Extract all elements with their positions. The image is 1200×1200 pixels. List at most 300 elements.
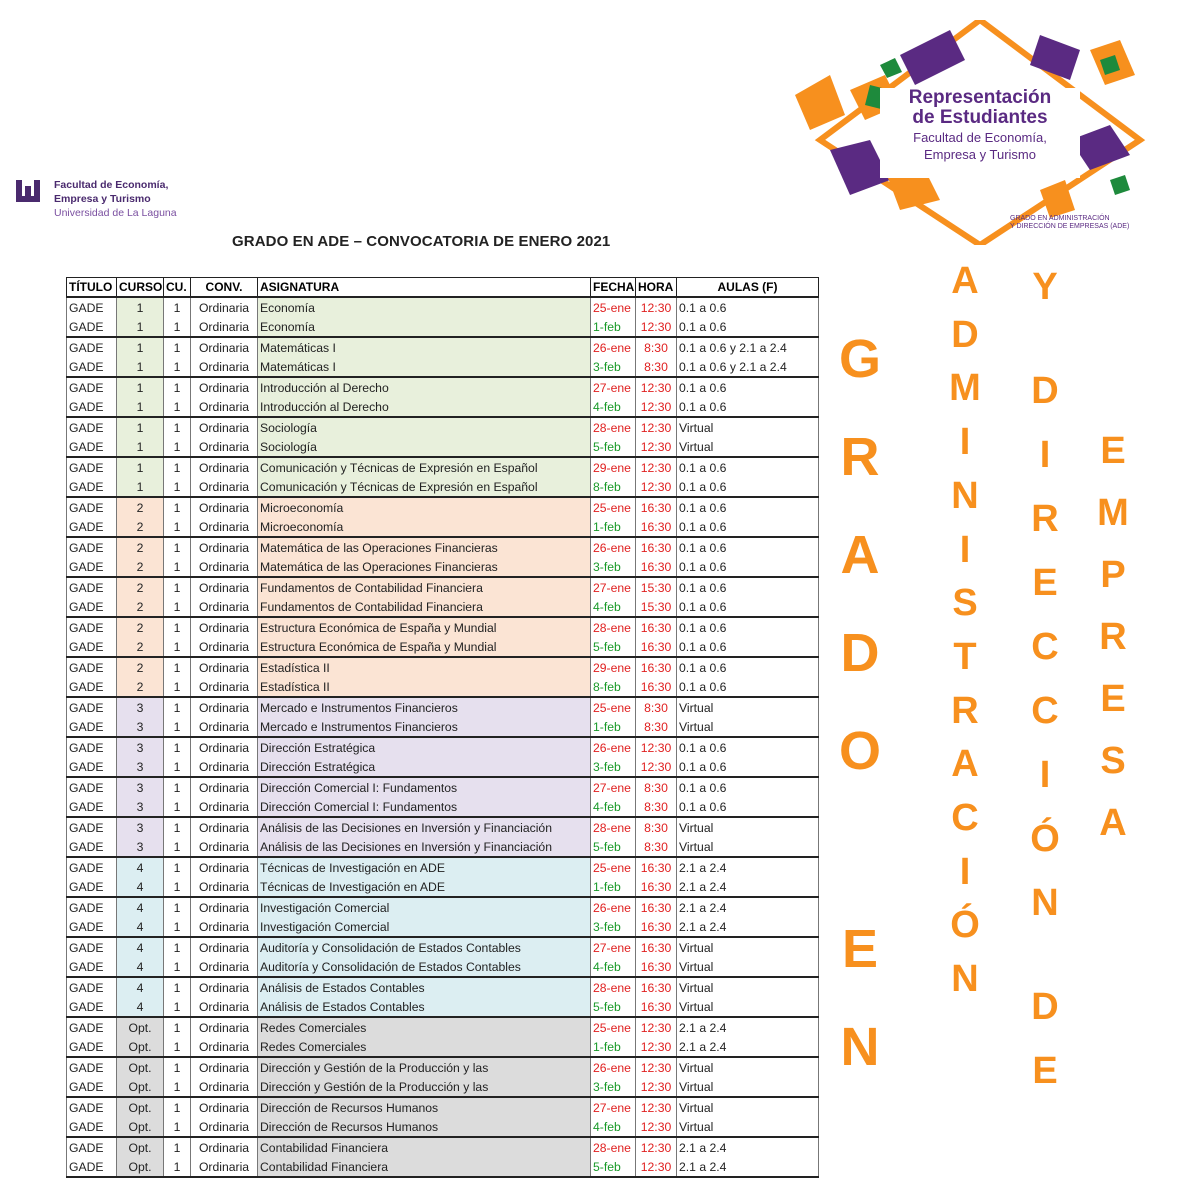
cell-cu: 1 [164, 637, 191, 657]
cell-hora: 12:30 [636, 1097, 677, 1117]
header-aulas: AULAS (F) [677, 278, 819, 298]
cell-cu: 1 [164, 677, 191, 697]
cell-curso: 4 [117, 957, 164, 977]
table-row [67, 777, 819, 797]
cell-conv: Ordinaria [191, 1137, 258, 1157]
cell-titulo: GADE [67, 877, 117, 897]
big-letter: G [838, 329, 881, 389]
big-letter: S [1100, 740, 1126, 782]
cell-curso: 1 [117, 297, 164, 317]
table-row [67, 997, 819, 1017]
cell-fecha: 1-feb [591, 717, 636, 737]
cell-hora: 12:30 [636, 1057, 677, 1077]
cell-fecha: 3-feb [591, 357, 636, 377]
cell-curso: 2 [117, 497, 164, 517]
cell-aulas: 0.1 a 0.6 [677, 657, 819, 677]
cell-fecha: 25-ene [591, 497, 636, 517]
cell-asignatura: Matemática de las Operaciones Financieras [258, 557, 591, 577]
cell-aulas: Virtual [677, 1077, 819, 1097]
cell-hora: 16:30 [636, 977, 677, 997]
cell-hora: 16:30 [636, 657, 677, 677]
table-row [67, 1097, 819, 1117]
cell-titulo: GADE [67, 557, 117, 577]
cell-fecha: 27-ene [591, 377, 636, 397]
big-letter: S [952, 582, 978, 625]
cell-asignatura: Introducción al Derecho [258, 377, 591, 397]
cell-conv: Ordinaria [191, 1057, 258, 1077]
cell-conv: Ordinaria [191, 597, 258, 617]
cell-conv: Ordinaria [191, 977, 258, 997]
big-letter: A [840, 525, 880, 585]
cell-cu: 1 [164, 297, 191, 317]
cell-cu: 1 [164, 317, 191, 337]
cell-cu: 1 [164, 337, 191, 357]
big-letter: Ó [950, 904, 980, 947]
cell-curso: 1 [117, 357, 164, 377]
cell-cu: 1 [164, 977, 191, 997]
cell-fecha: 26-ene [591, 337, 636, 357]
cell-cu: 1 [164, 1037, 191, 1057]
cell-conv: Ordinaria [191, 557, 258, 577]
cell-titulo: GADE [67, 797, 117, 817]
table-row [67, 497, 819, 517]
cell-fecha: 26-ene [591, 1057, 636, 1077]
table-row [67, 397, 819, 417]
cell-titulo: GADE [67, 1017, 117, 1037]
cell-aulas: 0.1 a 0.6 [677, 617, 819, 637]
cell-asignatura: Análisis de Estados Contables [258, 997, 591, 1017]
cell-asignatura: Fundamentos de Contabilidad Financiera [258, 597, 591, 617]
cell-asignatura: Dirección Estratégica [258, 737, 591, 757]
cell-asignatura: Dirección y Gestión de la Producción y las [258, 1077, 591, 1097]
cell-conv: Ordinaria [191, 877, 258, 897]
cell-asignatura: Matemáticas I [258, 357, 591, 377]
table-row [67, 1157, 819, 1177]
cell-hora: 12:30 [636, 297, 677, 317]
cell-curso: Opt. [117, 1157, 164, 1177]
table-row [67, 1137, 819, 1157]
big-letter: E [1100, 678, 1126, 720]
table-row [67, 317, 819, 337]
cell-asignatura: Redes Comerciales [258, 1037, 591, 1057]
cell-asignatura: Dirección y Gestión de la Producción y las [258, 1057, 591, 1077]
faculty-logo [14, 176, 214, 224]
cell-hora: 12:30 [636, 397, 677, 417]
cell-aulas: 0.1 a 0.6 [677, 597, 819, 617]
big-letter: E [1032, 1050, 1058, 1092]
faculty-logo-line1: Facultad de Economía, [54, 179, 169, 191]
exam-schedule-table [66, 277, 819, 1178]
cell-fecha: 27-ene [591, 777, 636, 797]
table-row [67, 377, 819, 397]
cell-cu: 1 [164, 617, 191, 637]
cell-fecha: 25-ene [591, 697, 636, 717]
cell-asignatura: Dirección de Recursos Humanos [258, 1117, 591, 1137]
cell-conv: Ordinaria [191, 397, 258, 417]
table-row [67, 297, 819, 317]
cell-aulas: 0.1 a 0.6 y 2.1 a 2.4 [677, 337, 819, 357]
cell-fecha: 5-feb [591, 837, 636, 857]
cell-hora: 16:30 [636, 517, 677, 537]
cell-conv: Ordinaria [191, 657, 258, 677]
cell-fecha: 29-ene [591, 457, 636, 477]
cell-hora: 8:30 [636, 697, 677, 717]
cell-aulas: 0.1 a 0.6 [677, 397, 819, 417]
cell-cu: 1 [164, 897, 191, 917]
cell-aulas: Virtual [677, 837, 819, 857]
cell-asignatura: Fundamentos de Contabilidad Financiera [258, 577, 591, 597]
cell-asignatura: Matemática de las Operaciones Financieras [258, 537, 591, 557]
table-row [67, 457, 819, 477]
big-letter: E [1100, 430, 1126, 472]
cell-asignatura: Auditoría y Consolidación de Estados Contables [258, 957, 591, 977]
cell-cu: 1 [164, 577, 191, 597]
cell-curso: 1 [117, 377, 164, 397]
cell-titulo: GADE [67, 597, 117, 617]
big-letter: D [951, 313, 979, 356]
cell-conv: Ordinaria [191, 1017, 258, 1037]
table-row [67, 1057, 819, 1077]
table-row [67, 1037, 819, 1057]
big-letter: E [841, 919, 879, 979]
cell-hora: 8:30 [636, 777, 677, 797]
cell-hora: 16:30 [636, 937, 677, 957]
cell-aulas: 0.1 a 0.6 [677, 557, 819, 577]
cell-asignatura: Análisis de las Decisiones en Inversión y Financiación [258, 817, 591, 837]
cell-hora: 16:30 [636, 537, 677, 557]
cell-fecha: 8-feb [591, 677, 636, 697]
cell-aulas: 0.1 a 0.6 [677, 577, 819, 597]
cell-curso: 1 [117, 397, 164, 417]
faculty-logo-line3: Universidad de La Laguna [54, 207, 177, 219]
cell-fecha: 3-feb [591, 1077, 636, 1097]
cell-titulo: GADE [67, 297, 117, 317]
cell-fecha: 4-feb [591, 397, 636, 417]
cell-asignatura: Dirección de Recursos Humanos [258, 1097, 591, 1117]
header-conv: CONV. [191, 278, 258, 298]
cell-cu: 1 [164, 837, 191, 857]
table-row [67, 697, 819, 717]
cell-curso: Opt. [117, 1057, 164, 1077]
cell-titulo: GADE [67, 997, 117, 1017]
cell-asignatura: Economía [258, 317, 591, 337]
cell-hora: 15:30 [636, 597, 677, 617]
cell-conv: Ordinaria [191, 797, 258, 817]
big-letter: N [1031, 882, 1059, 924]
cell-conv: Ordinaria [191, 417, 258, 437]
cell-fecha: 1-feb [591, 317, 636, 337]
cell-conv: Ordinaria [191, 357, 258, 377]
cell-cu: 1 [164, 717, 191, 737]
cell-hora: 8:30 [636, 337, 677, 357]
cell-asignatura: Análisis de las Decisiones en Inversión y Financiación [258, 837, 591, 857]
cell-hora: 12:30 [636, 457, 677, 477]
cell-cu: 1 [164, 497, 191, 517]
cell-titulo: GADE [67, 617, 117, 637]
cell-cu: 1 [164, 597, 191, 617]
cell-asignatura: Investigación Comercial [258, 917, 591, 937]
table-row [67, 417, 819, 437]
cell-aulas: 0.1 a 0.6 y 2.1 a 2.4 [677, 357, 819, 377]
table-row [67, 537, 819, 557]
rep-grado-line2: Y DIRECCIÓN DE EMPRESAS (ADE) [1010, 223, 1130, 230]
cell-asignatura: Dirección Comercial I: Fundamentos [258, 777, 591, 797]
cell-aulas: 0.1 a 0.6 [677, 757, 819, 777]
cell-conv: Ordinaria [191, 817, 258, 837]
cell-cu: 1 [164, 517, 191, 537]
table-row [67, 957, 819, 977]
cell-fecha: 3-feb [591, 917, 636, 937]
table-row [67, 1017, 819, 1037]
cell-titulo: GADE [67, 577, 117, 597]
cell-cu: 1 [164, 437, 191, 457]
cell-titulo: GADE [67, 1057, 117, 1077]
cell-hora: 12:30 [636, 757, 677, 777]
cell-hora: 12:30 [636, 377, 677, 397]
cell-hora: 15:30 [636, 577, 677, 597]
cell-hora: 16:30 [636, 957, 677, 977]
cell-curso: Opt. [117, 1017, 164, 1037]
cell-asignatura: Economía [258, 297, 591, 317]
cell-aulas: 0.1 a 0.6 [677, 537, 819, 557]
cell-aulas: 2.1 a 2.4 [677, 857, 819, 877]
cell-conv: Ordinaria [191, 577, 258, 597]
cell-conv: Ordinaria [191, 837, 258, 857]
cell-hora: 8:30 [636, 797, 677, 817]
cell-titulo: GADE [67, 437, 117, 457]
cell-asignatura: Estadística II [258, 677, 591, 697]
cell-curso: 1 [117, 457, 164, 477]
cell-conv: Ordinaria [191, 857, 258, 877]
cell-conv: Ordinaria [191, 1077, 258, 1097]
cell-titulo: GADE [67, 857, 117, 877]
cell-cu: 1 [164, 457, 191, 477]
cell-fecha: 3-feb [591, 757, 636, 777]
big-letter: N [951, 958, 979, 1001]
cell-conv: Ordinaria [191, 377, 258, 397]
table-row [67, 717, 819, 737]
big-letter: N [840, 1017, 880, 1077]
cell-cu: 1 [164, 817, 191, 837]
cell-cu: 1 [164, 357, 191, 377]
big-letter: O [838, 721, 881, 781]
cell-titulo: GADE [67, 977, 117, 997]
cell-hora: 12:30 [636, 317, 677, 337]
big-letter: I [959, 421, 971, 464]
cell-cu: 1 [164, 937, 191, 957]
cell-conv: Ordinaria [191, 297, 258, 317]
cell-hora: 12:30 [636, 1117, 677, 1137]
big-letter: A [1099, 802, 1127, 844]
cell-conv: Ordinaria [191, 917, 258, 937]
cell-curso: 3 [117, 737, 164, 757]
cell-curso: 4 [117, 937, 164, 957]
cell-conv: Ordinaria [191, 617, 258, 637]
big-letter: D [840, 623, 880, 683]
big-letter: R [1031, 498, 1059, 540]
cell-conv: Ordinaria [191, 777, 258, 797]
cell-fecha: 25-ene [591, 857, 636, 877]
table-row [67, 817, 819, 837]
header-fecha: FECHA [591, 278, 636, 298]
cell-titulo: GADE [67, 1137, 117, 1157]
cell-curso: 2 [117, 597, 164, 617]
cell-cu: 1 [164, 697, 191, 717]
big-letter: T [953, 635, 977, 678]
cell-fecha: 26-ene [591, 537, 636, 557]
big-letter: I [959, 850, 971, 893]
rep-sub-line2: Empresa y Turismo [924, 147, 1036, 162]
cell-fecha: 28-ene [591, 817, 636, 837]
cell-curso: 2 [117, 537, 164, 557]
faculty-logo-icon [14, 178, 42, 204]
cell-titulo: GADE [67, 457, 117, 477]
cell-fecha: 8-feb [591, 477, 636, 497]
header-cu: CU. [164, 278, 191, 298]
cell-fecha: 28-ene [591, 1137, 636, 1157]
cell-titulo: GADE [67, 897, 117, 917]
cell-curso: 2 [117, 637, 164, 657]
cell-aulas: 0.1 a 0.6 [677, 457, 819, 477]
cell-fecha: 28-ene [591, 417, 636, 437]
cell-curso: 3 [117, 777, 164, 797]
big-letter: R [840, 427, 880, 487]
cell-fecha: 27-ene [591, 1097, 636, 1117]
cell-cu: 1 [164, 857, 191, 877]
cell-fecha: 29-ene [591, 657, 636, 677]
cell-aulas: 2.1 a 2.4 [677, 1017, 819, 1037]
cell-conv: Ordinaria [191, 457, 258, 477]
cell-hora: 12:30 [636, 1017, 677, 1037]
cell-hora: 12:30 [636, 1077, 677, 1097]
table-row [67, 437, 819, 457]
cell-fecha: 5-feb [591, 997, 636, 1017]
cell-conv: Ordinaria [191, 737, 258, 757]
cell-asignatura: Estadística II [258, 657, 591, 677]
table-row [67, 677, 819, 697]
cell-asignatura: Dirección Comercial I: Fundamentos [258, 797, 591, 817]
cell-aulas: 0.1 a 0.6 [677, 737, 819, 757]
rep-title-line2: de Estudiantes [912, 107, 1048, 128]
cell-titulo: GADE [67, 917, 117, 937]
big-text-empresa [1088, 420, 1138, 854]
cell-hora: 12:30 [636, 417, 677, 437]
cell-aulas: 2.1 a 2.4 [677, 897, 819, 917]
cell-curso: 2 [117, 677, 164, 697]
cell-aulas: 2.1 a 2.4 [677, 1157, 819, 1177]
cell-aulas: 2.1 a 2.4 [677, 1137, 819, 1157]
cell-cu: 1 [164, 397, 191, 417]
cell-asignatura: Sociología [258, 417, 591, 437]
cell-titulo: GADE [67, 377, 117, 397]
cell-asignatura: Técnicas de Investigación en ADE [258, 857, 591, 877]
big-letter: C [1031, 626, 1059, 668]
cell-titulo: GADE [67, 517, 117, 537]
cell-aulas: Virtual [677, 997, 819, 1017]
cell-conv: Ordinaria [191, 937, 258, 957]
cell-hora: 16:30 [636, 857, 677, 877]
cell-curso: Opt. [117, 1117, 164, 1137]
cell-aulas: 0.1 a 0.6 [677, 797, 819, 817]
cell-titulo: GADE [67, 637, 117, 657]
cell-titulo: GADE [67, 397, 117, 417]
table-row [67, 1077, 819, 1097]
cell-conv: Ordinaria [191, 497, 258, 517]
header-asignatura: ASIGNATURA [258, 278, 591, 298]
table-row [67, 657, 819, 677]
table-row [67, 877, 819, 897]
big-letter: C [951, 797, 979, 840]
cell-cu: 1 [164, 417, 191, 437]
table-row [67, 977, 819, 997]
rep-title-line1: Representación [908, 87, 1052, 108]
cell-aulas: 2.1 a 2.4 [677, 917, 819, 937]
cell-fecha: 1-feb [591, 517, 636, 537]
cell-aulas: Virtual [677, 437, 819, 457]
cell-titulo: GADE [67, 677, 117, 697]
cell-titulo: GADE [67, 417, 117, 437]
cell-conv: Ordinaria [191, 957, 258, 977]
cell-curso: 2 [117, 517, 164, 537]
header-titulo: TÍTULO [67, 278, 117, 298]
cell-conv: Ordinaria [191, 757, 258, 777]
big-letter: N [951, 474, 979, 517]
big-letter: M [949, 367, 981, 410]
cell-cu: 1 [164, 1017, 191, 1037]
cell-aulas: 0.1 a 0.6 [677, 297, 819, 317]
cell-curso: 4 [117, 997, 164, 1017]
table-row [67, 617, 819, 637]
cell-aulas: 0.1 a 0.6 [677, 677, 819, 697]
cell-fecha: 27-ene [591, 577, 636, 597]
big-letter: D [1031, 370, 1059, 412]
cell-conv: Ordinaria [191, 517, 258, 537]
representation-logo-text [880, 88, 1080, 162]
cell-aulas: 0.1 a 0.6 [677, 517, 819, 537]
cell-cu: 1 [164, 757, 191, 777]
cell-asignatura: Mercado e Instrumentos Financieros [258, 697, 591, 717]
cell-cu: 1 [164, 537, 191, 557]
cell-titulo: GADE [67, 817, 117, 837]
cell-fecha: 4-feb [591, 957, 636, 977]
cell-curso: 1 [117, 337, 164, 357]
cell-hora: 8:30 [636, 357, 677, 377]
cell-curso: 3 [117, 817, 164, 837]
table-row [67, 757, 819, 777]
header-hora: HORA [636, 278, 677, 298]
big-letter: M [1097, 492, 1129, 534]
cell-hora: 16:30 [636, 557, 677, 577]
cell-hora: 16:30 [636, 877, 677, 897]
rep-sub-line1: Facultad de Economía, [913, 130, 1047, 145]
table-row [67, 737, 819, 757]
cell-asignatura: Análisis de Estados Contables [258, 977, 591, 997]
cell-titulo: GADE [67, 737, 117, 757]
cell-cu: 1 [164, 877, 191, 897]
cell-hora: 8:30 [636, 717, 677, 737]
cell-hora: 16:30 [636, 917, 677, 937]
cell-aulas: 0.1 a 0.6 [677, 377, 819, 397]
cell-aulas: 2.1 a 2.4 [677, 877, 819, 897]
table-row [67, 577, 819, 597]
cell-aulas: Virtual [677, 1057, 819, 1077]
cell-asignatura: Estructura Económica de España y Mundial [258, 617, 591, 637]
cell-titulo: GADE [67, 317, 117, 337]
cell-asignatura: Estructura Económica de España y Mundial [258, 637, 591, 657]
cell-aulas: 2.1 a 2.4 [677, 1037, 819, 1057]
cell-asignatura: Investigación Comercial [258, 897, 591, 917]
cell-fecha: 27-ene [591, 937, 636, 957]
